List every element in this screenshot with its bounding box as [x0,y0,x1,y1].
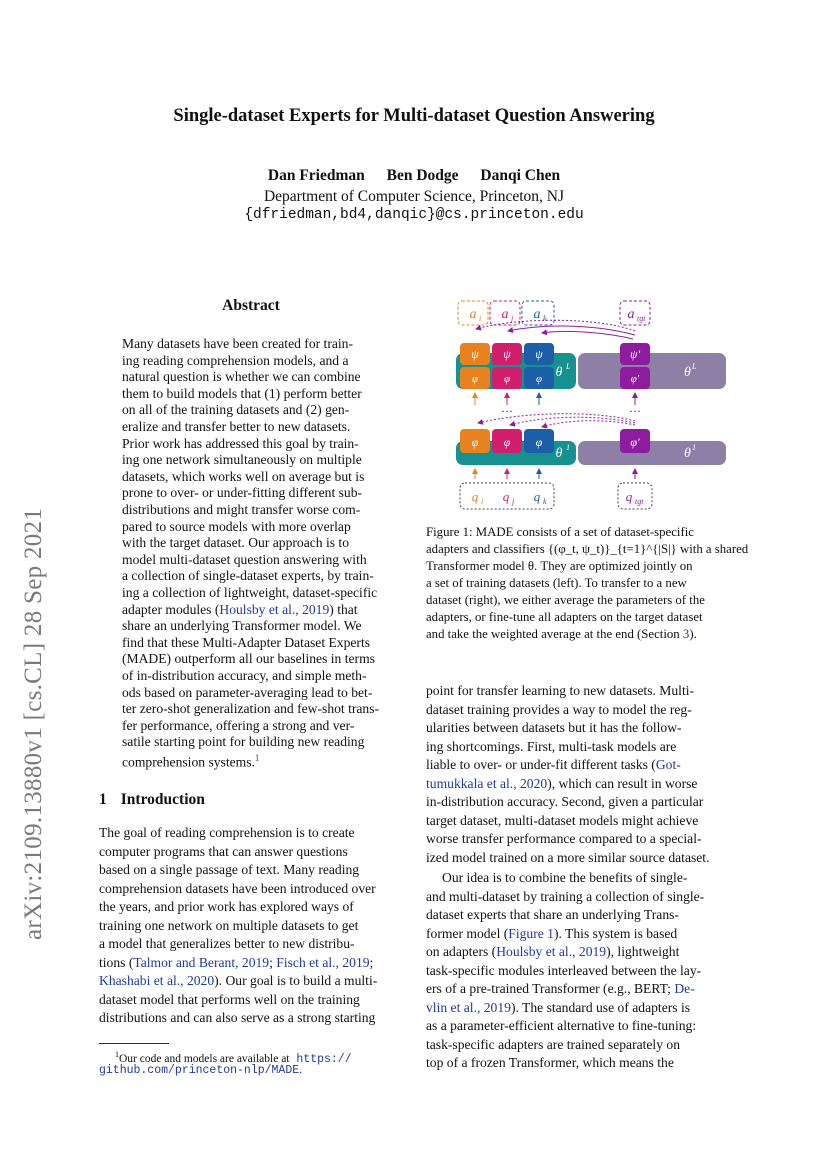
text-line [426,775,731,792]
text-span: ers of a pre-trained Transformer (e.g., BERT; [426,981,675,996]
text-span: ) that [329,601,358,617]
text-span: liable to over- or under-fit different tasks ( [426,757,656,772]
svg-text:tgt: tgt [635,497,644,506]
output-label-ai: a [469,307,477,322]
text-line: Many datasets have been created for train- [122,336,353,351]
section-heading [99,791,205,809]
section-link[interactable]: 3 [682,627,690,641]
footnote-url-part2[interactable]: github.com/princeton-nlp/MADE [99,1064,300,1077]
svg-text:φ': φ' [630,435,640,449]
svg-text:ψ': ψ' [629,347,641,361]
footnote-ref[interactable]: 1 [254,753,260,763]
caption-line: Figure 1: MADE consists of a set of dataset-specific [426,525,694,539]
svg-text:φ: φ [535,435,543,449]
text-line: dataset model that performs well on the training [99,991,360,1007]
transformer-layer-L-target [578,353,726,389]
paper-title: Single-dataset Experts for Multi-dataset Question Answering [173,106,655,126]
text-line [99,954,404,971]
text-line: target dataset, multi-dataset models might achieve [426,812,699,828]
text-line: point for transfer learning to new datasets. Multi- [426,683,695,698]
text-line: ing shortcomings. First, multi-task models are [426,738,677,754]
citation-link[interactable]: tumukkala et al., 2020 [426,775,548,791]
output-boxes [458,301,650,325]
text-line: comprehension datasets have been introduced over [99,880,376,896]
svg-text:1: 1 [692,443,696,452]
text-line: Our idea is to combine the benefits of single- [442,870,688,885]
text-line: a collection of single-dataset experts, by train- [122,568,374,584]
output-box-atgt [620,301,650,325]
text-span: ), lightweight [606,944,680,959]
author-list [0,167,828,185]
text-span: ; [369,954,374,970]
citation-link[interactable]: Figure 1 [508,925,554,941]
text-line [99,972,404,989]
caption-line: adapters and classifiers {(φ_t, ψ_t)}_{t=1}^{|S|} with a shared [426,542,749,556]
svg-text:φ: φ [535,373,543,385]
svg-text:L: L [692,362,697,371]
figure-1-diagram [448,295,738,515]
output-label-atgt: a [627,307,635,322]
footnote-rule [99,1043,169,1044]
text-line: task-specific adapters are trained separately on [426,1036,681,1052]
svg-text:i: i [479,314,482,323]
text-span: former model ( [426,925,509,941]
input-q-i: q [471,489,479,504]
text-line [122,601,380,618]
svg-text:φ': φ' [630,373,640,385]
footnote-mark: 1 [115,1050,119,1059]
input-q-tgt: q [625,489,633,504]
text-span: adapter modules ( [122,601,220,617]
text-line: (MADE) outperform all our baselines in terms [122,651,375,667]
svg-text:1: 1 [566,443,570,452]
svg-text:θ: θ [684,446,691,461]
input-q-k: q [533,489,541,504]
author-email: {dfriedman,bd4,danqic}@cs.princeton.edu [244,207,584,223]
text-line: ized model trained on a more similar source dataset. [426,849,710,865]
citation-link[interactable]: Houlsby et al., 2019 [219,601,330,617]
text-line: ularities between datasets but it has the follow- [426,720,682,735]
svg-text:···: ··· [501,404,513,418]
svg-text:k: k [543,314,547,323]
text-line: dataset training provides a way to model the reg- [426,701,692,717]
svg-text:k: k [543,497,547,506]
svg-text:j: j [512,497,515,506]
text-line: distributions and can also serve as a strong starting [99,1010,376,1025]
svg-text:ψ: ψ [471,347,479,361]
svg-text:tgt: tgt [637,314,646,323]
section-title: Introduction [120,791,205,808]
svg-text:···: ··· [629,404,641,418]
svg-text:φ: φ [471,373,479,385]
transformer-layer-1-target [578,441,726,465]
text-line [426,980,731,997]
text-line: ter zero-shot generalization and few-shot trans- [122,701,380,717]
caption-line: adapters, or fine-tune all adapters on the target dataset [426,610,703,624]
caption-line: Transformer model θ. They are optimized jointly on [426,559,693,573]
text-line: prone to over- or under-fitting different sub- [122,485,363,501]
text-line: with the target dataset. Our approach is to [122,535,349,551]
svg-text:φ: φ [503,435,511,449]
citation-link[interactable]: Fisch et al., 2019 [276,954,370,970]
svg-text:j: j [511,314,514,323]
text-span: ). [689,627,697,641]
citation-link[interactable]: Talmor and Berant, 2019 [133,954,270,970]
text-span: ; [269,954,277,970]
text-line: distributions and might transfer worse com- [122,502,361,517]
citation-link[interactable]: Khashabi et al., 2020 [99,973,215,988]
caption-line [426,626,697,643]
text-line: fer performance, offering a strong and ver- [122,717,355,733]
text-line: on all of the training datasets and (2) gen- [122,402,350,418]
author-name: Danqi Chen [480,167,561,184]
citation-link[interactable]: vlin et al., 2019 [426,999,511,1015]
theta-1-label: θ [555,446,563,461]
text-line: pared to source models with more overlap [122,518,351,534]
text-line: of in-distribution accuracy, and simple meth- [122,668,367,683]
section-number: 1 [99,791,107,808]
text-line: eralize and transfer better to new datasets. [122,419,351,434]
footnote-period: . [299,1064,303,1076]
text-line: ing reading comprehension models, and a [122,352,349,368]
text-span: ), which can result in worse [547,775,698,791]
text-line [426,756,731,773]
text-line: top of a frozen Transformer, which means the [426,1055,674,1070]
text-line: find that these Multi-Adapter Dataset Experts [122,634,371,650]
text-line: and multi-dataset by training a collection of single- [426,888,705,904]
svg-text:φ: φ [503,373,511,385]
text-line: Prior work has addressed this goal by train- [122,435,359,451]
text-span: and take the weighted average at the end (Section [426,627,683,641]
text-line: task-specific modules interleaved between the lay- [426,962,702,978]
text-line [426,999,731,1016]
output-label-aj: a [501,307,509,322]
arxiv-stamp: arXiv:2109.13880v1 [cs.CL] 28 Sep 2021 [20,507,47,940]
author-name: Ben Dodge [386,167,459,184]
text-line: in-distribution accuracy. Second, given a particular [426,794,704,809]
text-span: ). Our goal is to build a multi- [214,973,378,988]
text-span: ). The standard use of adapters is [510,999,691,1015]
text-line: training one network on multiple datasets to get [99,917,359,933]
svg-text:ψ: ψ [503,347,511,361]
text-line: natural question is whether we can combine [122,369,361,385]
text-line: datasets, which works well on average but is [122,468,365,484]
text-span: on adapters ( [426,944,497,959]
input-q-j: q [502,489,510,504]
svg-text:L: L [566,362,571,371]
text-line [426,943,731,960]
theta-L-label: θ [555,365,563,380]
footnote-url-part1[interactable]: https:// [296,1052,352,1066]
text-line: The goal of reading comprehension is to create [99,825,355,840]
svg-text:ψ: ψ [535,347,543,361]
text-line: model multi-dataset question answering with [122,551,367,567]
text-line: share an underlying Transformer model. We [122,618,362,634]
text-line: ods based on parameter-averaging lead to bet- [122,684,373,700]
text-line: comprehension systems.$^1$ [122,753,260,770]
text-line: computer programs that can answer questions [99,843,348,859]
citation-link[interactable]: De- [674,981,695,996]
svg-text:θ: θ [684,365,691,380]
svg-text:i: i [481,497,484,506]
author-name: Dan Friedman [267,167,365,184]
text-span: ). This system is based [553,925,678,941]
text-line [426,925,731,942]
footnote-line2 [99,1063,302,1078]
svg-text:φ: φ [471,435,479,449]
text-line: a model that generalizes better to new distribu- [99,936,355,951]
text-line: worse transfer performance compared to a special- [426,831,702,846]
text-line: based on a single passage of text. Many reading [99,862,360,877]
text-line: dataset experts that share an underlying Trans- [426,907,679,922]
caption-line: a set of training datasets (left). To transfer to a new [426,576,687,590]
text-line: satile starting point for building new reading [122,734,365,750]
text-span: tions ( [99,954,134,970]
footnote-text: Our code and models are available at [119,1052,290,1065]
text-line: as a parameter-efficient alternative to fine-tuning: [426,1018,697,1033]
output-label-ak: a [533,307,541,322]
affiliation: Department of Computer Science, Princeton, NJ [263,188,565,205]
text-line: them to build models that (1) perform better [122,385,362,401]
text-line: the years, and prior work has explored ways of [99,899,354,914]
citation-link[interactable]: Houlsby et al., 2019 [496,944,607,959]
citation-link[interactable]: Got- [655,757,681,772]
text-line: ing a collection of lightweight, dataset-specific [122,585,378,600]
caption-line: dataset (right), we either average the parameters of the [426,593,705,607]
text-line: ing one network simultaneously on multiple [122,452,362,468]
abstract-heading: Abstract [222,297,280,314]
